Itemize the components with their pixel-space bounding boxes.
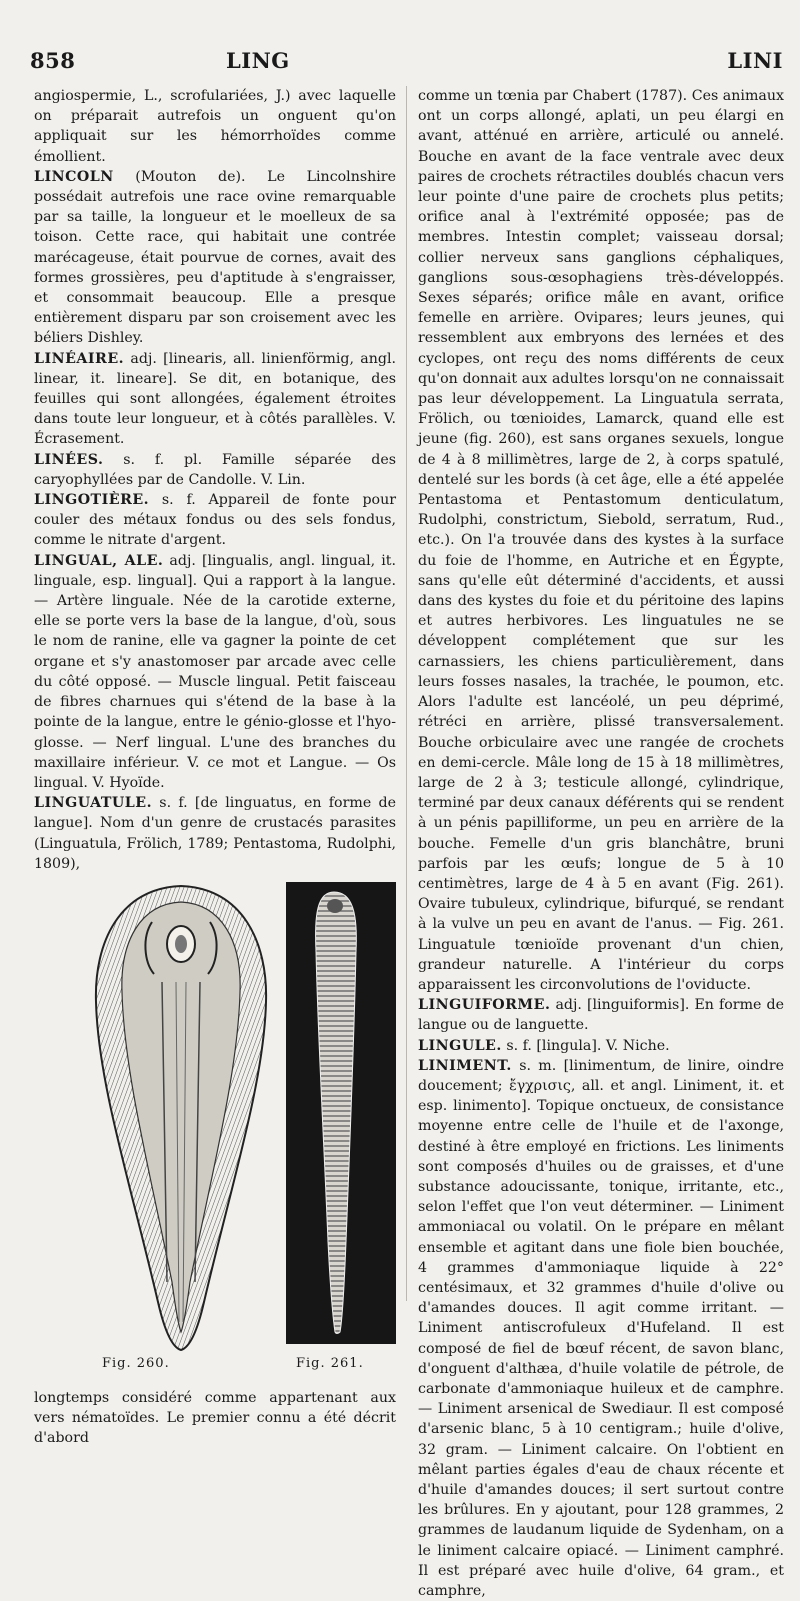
- entry-lingule: [418, 1036, 784, 1056]
- headword-lingotiere: LINGOTIÈRE.: [34, 492, 150, 509]
- entry-linguiforme: [418, 995, 784, 1035]
- figure-261-caption: Fig. 261.: [296, 1355, 364, 1371]
- page-header: [30, 48, 785, 82]
- headword-lineaire: LINÉAIRE.: [34, 350, 125, 367]
- entry-linguatule: [34, 793, 396, 874]
- entry-lingule-body: s. f. [lingula]. V. Niche.: [501, 1037, 670, 1054]
- entry-lincoln: [34, 167, 396, 349]
- entry-liniment-body: s. m. [linimentum, de linire, oindre doucement; ἔγχρισις, all. et angl. Liniment, it. et esp. linimento]. Topique onctueux, de consistance moyenne entre celle de l'huile et de l'axonge, destiné à être employé en frictions. Les liniments sont composés d'huiles ou de graisses, et d'une substance adoucissante, tonique, irritante, etc., selon l'effet que l'on veut déterminer. — Liniment ammoniacal ou volatil. On le prépare en mêlant ensemble et agitant dans une fiole bien bouchée, 4 grammes d'ammoniaque liquide à 22° centésimaux, et 32 grammes d'huile d'olive ou d'amandes douces. Il agit comme irritant. — Liniment antiscrofuleux d'Hufeland. Il est composé de fiel de bœuf récent, de savon blanc, d'onguent d'althæa, d'huile volatile de pétrole, de carbonate d'ammoniaque huileux et de camphre. — Liniment arsenical de Swediaur. Il est composé d'arsenic blanc, 5 à 10 centigram.; huile d'olive, 32 gram. — Liniment calcaire. On l'obtient en mêlant parties égales d'eau de chaux récente et d'huile d'amandes douces; il sert surtout contre les brûlures. En y ajoutant, pour 128 grammes, 2 grammes de laudanum liquide de Sydenham, on a le liniment calcaire opiacé. — Liniment camphré. Il est préparé avec huile d'olive, 64 gram., et camphre,: [418, 1057, 784, 1600]
- figure-261-plate: [286, 882, 396, 1344]
- entry-lingual: [34, 551, 396, 793]
- headword-linguatule: LINGUATULE.: [34, 795, 153, 812]
- headword-lincoln: LINCOLN: [34, 168, 114, 185]
- entry-lineaire: [34, 349, 396, 450]
- entry-linguiforme-body: adj. [linguiformis]. En forme de langue ou de languette.: [418, 997, 784, 1034]
- left-column: [34, 86, 396, 1449]
- headword-linees: LINÉES.: [34, 451, 104, 468]
- figure-260-caption: Fig. 260.: [102, 1355, 170, 1371]
- right-column: [418, 86, 784, 1601]
- entry-lincoln-body: (Mouton de). Le Lincolnshire possédait autrefois une race ovine remarquable par sa taille, la longueur et le moelleux de sa toison. Cette race, qui habitait une contrée marécageuse, était pourvue de cornes, avait des formes grossières, peu d'aptitude à s'engraisser, et consommait beaucoup. Elle a presque entièrement disparu par son croisement avec les béliers Dishley.: [34, 168, 396, 347]
- figure-260-engraving: [92, 882, 270, 1352]
- entry-linguatule-continued: longtemps considéré comme appartenant aux vers nématoïdes. Le premier connu a été décrit d'abord: [34, 1389, 396, 1447]
- entry-liniment: [418, 1056, 784, 1601]
- headword-lingual: LINGUAL, ALE.: [34, 552, 164, 569]
- entry-linees: [34, 450, 396, 490]
- entry-lingotiere-body: s. f. Appareil de fonte pour couler des métaux fondus ou des sels fondus, comme le nitrate d'argent.: [34, 492, 396, 549]
- headword-lingule: LINGULE.: [418, 1037, 502, 1054]
- entry-lingual-body: adj. [lingualis, angl. lingual, it. linguale, esp. lingual]. Qui a rapport à la langue. — Artère linguale. Née de la carotide externe, elle se porte vers la base de la langue, d'où, sous le nom de ranine, elle va gagner la pointe de cet organe et s'y anastomoser par arcade avec celle du côté opposé. — Muscle lingual. Petit faisceau de fibres charnues qui s'étend de la base à la pointe de la langue, entre le génio-glosse et l'hyo-glosse. — Nerf lingual. L'une des branches du maxillaire inférieur. V. ce mot et Langue. — Os lingual. V. Hyoïde.: [34, 552, 396, 791]
- figure-261-engraving: [286, 882, 396, 1344]
- figure-block: [34, 878, 396, 1384]
- right-running-head: LINI: [727, 48, 783, 73]
- column-divider: [406, 86, 407, 1301]
- entry-linguatule-body: s. f. [de linguatus, en forme de langue]. Nom d'un genre de crustacés parasites (Linguatula, Frölich, 1789; Pentastoma, Rudolphi, 1809),: [34, 795, 396, 872]
- entry-lineaire-body: adj. [linearis, all. linienförmig, angl. linear, it. lineare]. Se dit, en botanique, des feuilles qui sont allongées, également étroites dans toute leur longueur, et à côtés parallèles. V. Écrasement.: [34, 350, 396, 448]
- headword-linguiforme: LINGUIFORME.: [418, 997, 551, 1014]
- entry-lingotiere: [34, 490, 396, 551]
- page-number: 858: [30, 48, 76, 73]
- entry-linguatule-description: comme un tœnia par Chabert (1787). Ces animaux ont un corps allongé, aplati, un peu élargi en avant, atténué en arrière, articulé ou annelé. Bouche en avant de la face ventrale avec deux paires de crochets rétractiles doublés chacun vers leur pointe d'une paire de crochets plus petits; orifice anal à l'extrémité opposée; pas de membres. Intestin complet; vaisseau dorsal; collier nerveux sans ganglions céphaliques, ganglions sous-œsophagiens très-développés. Sexes séparés; orifice mâle en avant, orifice femelle en arrière. Ovipares; leurs jeunes, qui ressemblent aux embryons des lernées et des cyclopes, ont reçu des noms différents de ceux qu'on donnait aux adultes lorsqu'on ne connaissait pas leur développement. La Linguatula serrata, Frölich, ou tœnioides, Lamarck, quand elle est jeune (fig. 260), est sans organes sexuels, longue de 4 à 8 millimètres, large de 2, à corps spatulé, dentelé sur les bords (à cet âge, elle a été appelée Pentastoma et Pentastomum denticulatum, Rudolphi, constrictum, Siebold, serratum, Rud., etc.). On l'a trouvée dans des kystes à la surface du foie de l'homme, en Autriche et en Égypte, sans qu'elle eût déterminé d'accidents, et aussi dans des kystes du foie et du péritoine des lapins et autres herbivores. Les linguatules ne se développent complétement que sur les carnassiers, les chiens particulièrement, dans leurs fosses nasales, la trachée, le poumon, etc. Alors l'adulte est lancéolé, un peu déprimé, rétréci en arrière, plissé transversalement. Bouche orbiculaire avec une rangée de crochets en demi-cercle. Mâle long de 15 à 18 millimètres, large de 2 à 3; testicule allongé, cylindrique, terminé par deux canaux déférents qui se rendent à un pénis papilliforme, un peu en arrière de la bouche. Femelle d'un gris blanchâtre, bruni parfois par les œufs; longue de 5 à 10 centimètres, large de 4 à 5 en avant (Fig. 261). Ovaire tubuleux, cylindrique, bifurqué, se rendant à la vulve un peu en avant de l'anus. — Fig. 261. Linguatule tœnioïde provenant d'un chien, grandeur naturelle. A l'intérieur du corps apparaissent les circonvolutions de l'oviducte.: [418, 88, 784, 993]
- entry-continuation: angiospermie, L., scrofulariées, J.) avec laquelle on préparait autrefois un onguent qu'on appliquait sur les hémorrhoïdes comme émollient.: [34, 88, 396, 165]
- headword-liniment: LINIMENT.: [418, 1057, 512, 1074]
- entry-linees-body: s. f. pl. Famille séparée des caryophyllées par de Candolle. V. Lin.: [34, 451, 396, 488]
- left-running-head: LING: [226, 48, 290, 73]
